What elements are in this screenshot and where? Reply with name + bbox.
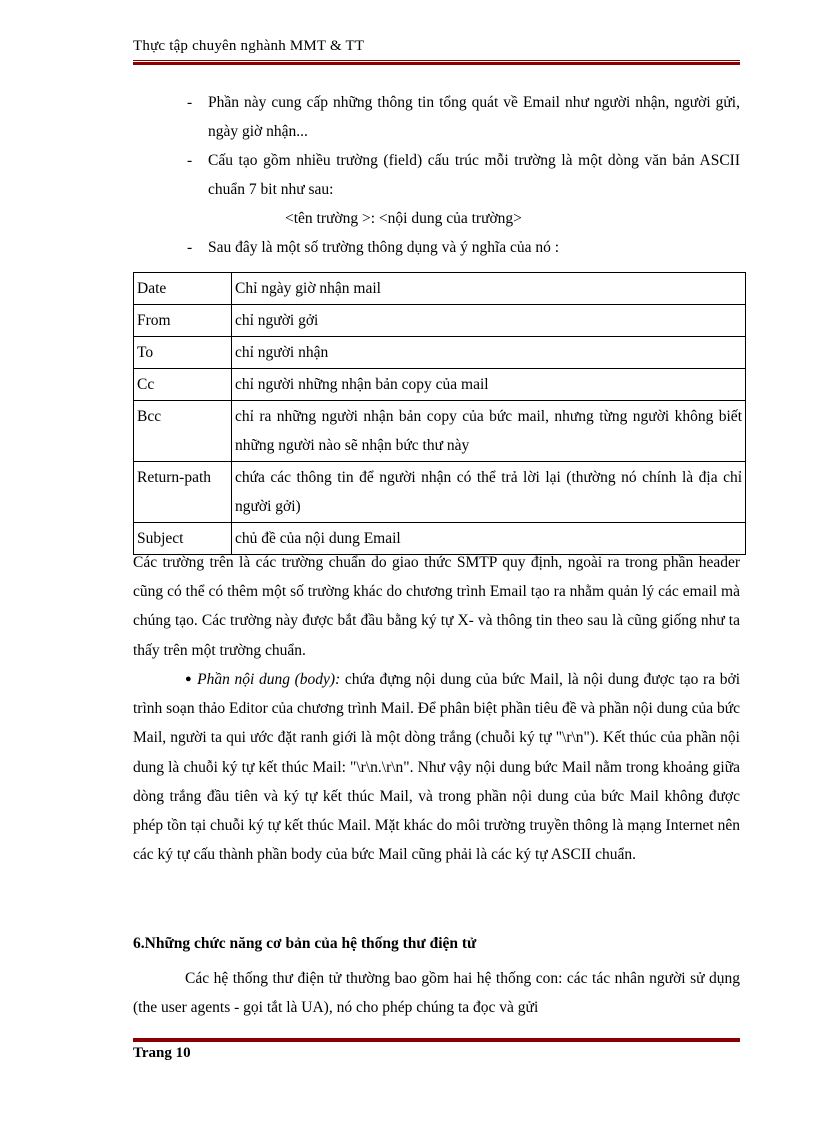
paragraph-standard-fields: Các trường trên là các trường chuẩn do giao thức SMTP quy định, ngoài ra trong phần header cũng có thể có thêm một số trường khác do chương trình Email tạo ra nhằm quản lý các email mà chúng tạo. Các trường này được bắt đầu bằng ký tự X- và thông tin theo sau là cũng giống như ta thấy trên một trường chuẩn. bbox=[133, 554, 740, 659]
bullet-text: Cấu tạo gồm nhiều trường (field) cấu trúc mỗi trường là một dòng văn bản ASCII chuẩn 7 bit như sau: bbox=[208, 152, 740, 198]
table-row bbox=[134, 305, 746, 337]
table-row bbox=[134, 337, 746, 369]
page-number: Trang 10 bbox=[133, 1045, 191, 1061]
field-desc: chỉ ra những người nhận bản copy của bức mail, nhưng từng người không biết những người nào sẽ nhận bức thư này bbox=[232, 401, 746, 462]
bullet-list bbox=[133, 88, 740, 262]
field-name: Subject bbox=[134, 523, 232, 555]
field-desc: chủ đề của nội dung Email bbox=[232, 523, 746, 555]
paragraph-body bbox=[133, 665, 740, 869]
field-name: Cc bbox=[134, 369, 232, 401]
email-fields-table bbox=[133, 272, 746, 555]
field-name: To bbox=[134, 337, 232, 369]
field-name: Bcc bbox=[134, 401, 232, 462]
page-header: Thực tập chuyên nghành MMT & TT bbox=[133, 38, 365, 54]
field-desc: Chỉ ngày giờ nhận mail bbox=[232, 273, 746, 305]
bullet-item: - Sau đây là một số trường thông dụng và ý nghĩa của nó : bbox=[187, 239, 560, 256]
field-format: <tên trường >: <nội dung của trường> bbox=[285, 210, 522, 227]
field-name: Date bbox=[134, 273, 232, 305]
field-desc: chỉ người những nhận bản copy của mail bbox=[232, 369, 746, 401]
bullet-item: - Phần này cung cấp những thông tin tổng quát về Email như người nhận, người gửi, ngày giờ nhận... bbox=[187, 94, 740, 140]
table-row bbox=[134, 401, 746, 462]
bullet-item: - Cấu tạo gồm nhiều trường (field) cấu trúc mỗi trường là một dòng văn bản ASCII chuẩn 7 bit như sau: bbox=[187, 152, 740, 198]
bullet-dot-icon: ● bbox=[185, 673, 193, 685]
body-text: chứa đựng nội dung của bức Mail, là nội dung được tạo ra bởi trình soạn thảo Editor của chương trình Mail. Để phân biệt phần tiêu đề và phần nội dung của bức Mail, người ta qui ước đặt ranh giới là một dòng trắng (chuỗi ký tự "\r\n"). Kết thúc của phần nội dung là chuỗi ký tự kết thúc Mail: "\r\n.\r\n". Như vậy nội dung bức Mail nằm trong khoảng giữa dòng trắng đầu tiên và ký tự kết thúc Mail, và trong phần nội dung của bức Mail không được phép tồn tại chuỗi ký tự kết thúc Mail. Mặt khác do môi trường truyền thông là mạng Internet nên các ký tự cấu thành phần body của bức Mail cũng phải là các ký tự ASCII chuẩn. bbox=[133, 671, 740, 864]
section-heading: 6.Những chức năng cơ bản của hệ thống thư điện tử bbox=[133, 935, 477, 952]
field-desc: chỉ người gởi bbox=[232, 305, 746, 337]
field-desc: chỉ người nhận bbox=[232, 337, 746, 369]
body-lead: Phần nội dung (body): bbox=[197, 671, 341, 688]
footer-rule bbox=[133, 1037, 740, 1042]
table-row bbox=[134, 462, 746, 523]
paragraph-functions: Các hệ thống thư điện tử thường bao gồm hai hệ thống con: các tác nhân người sử dụng (the user agents - gọi tắt là UA), nó cho phép chúng ta đọc và gửi bbox=[133, 970, 740, 1017]
table-row bbox=[134, 369, 746, 401]
field-desc: chứa các thông tin để người nhận có thể trả lời lại (thường nó chính là địa chỉ người gởi) bbox=[232, 462, 746, 523]
table-row bbox=[134, 273, 746, 305]
field-name: From bbox=[134, 305, 232, 337]
field-name: Return-path bbox=[134, 462, 232, 523]
bullet-text: Phần này cung cấp những thông tin tổng quát về Email như người nhận, người gửi, ngày giờ nhận... bbox=[208, 94, 740, 140]
header-rule bbox=[133, 60, 740, 65]
bullet-text: Sau đây là một số trường thông dụng và ý nghĩa của nó : bbox=[208, 239, 560, 256]
